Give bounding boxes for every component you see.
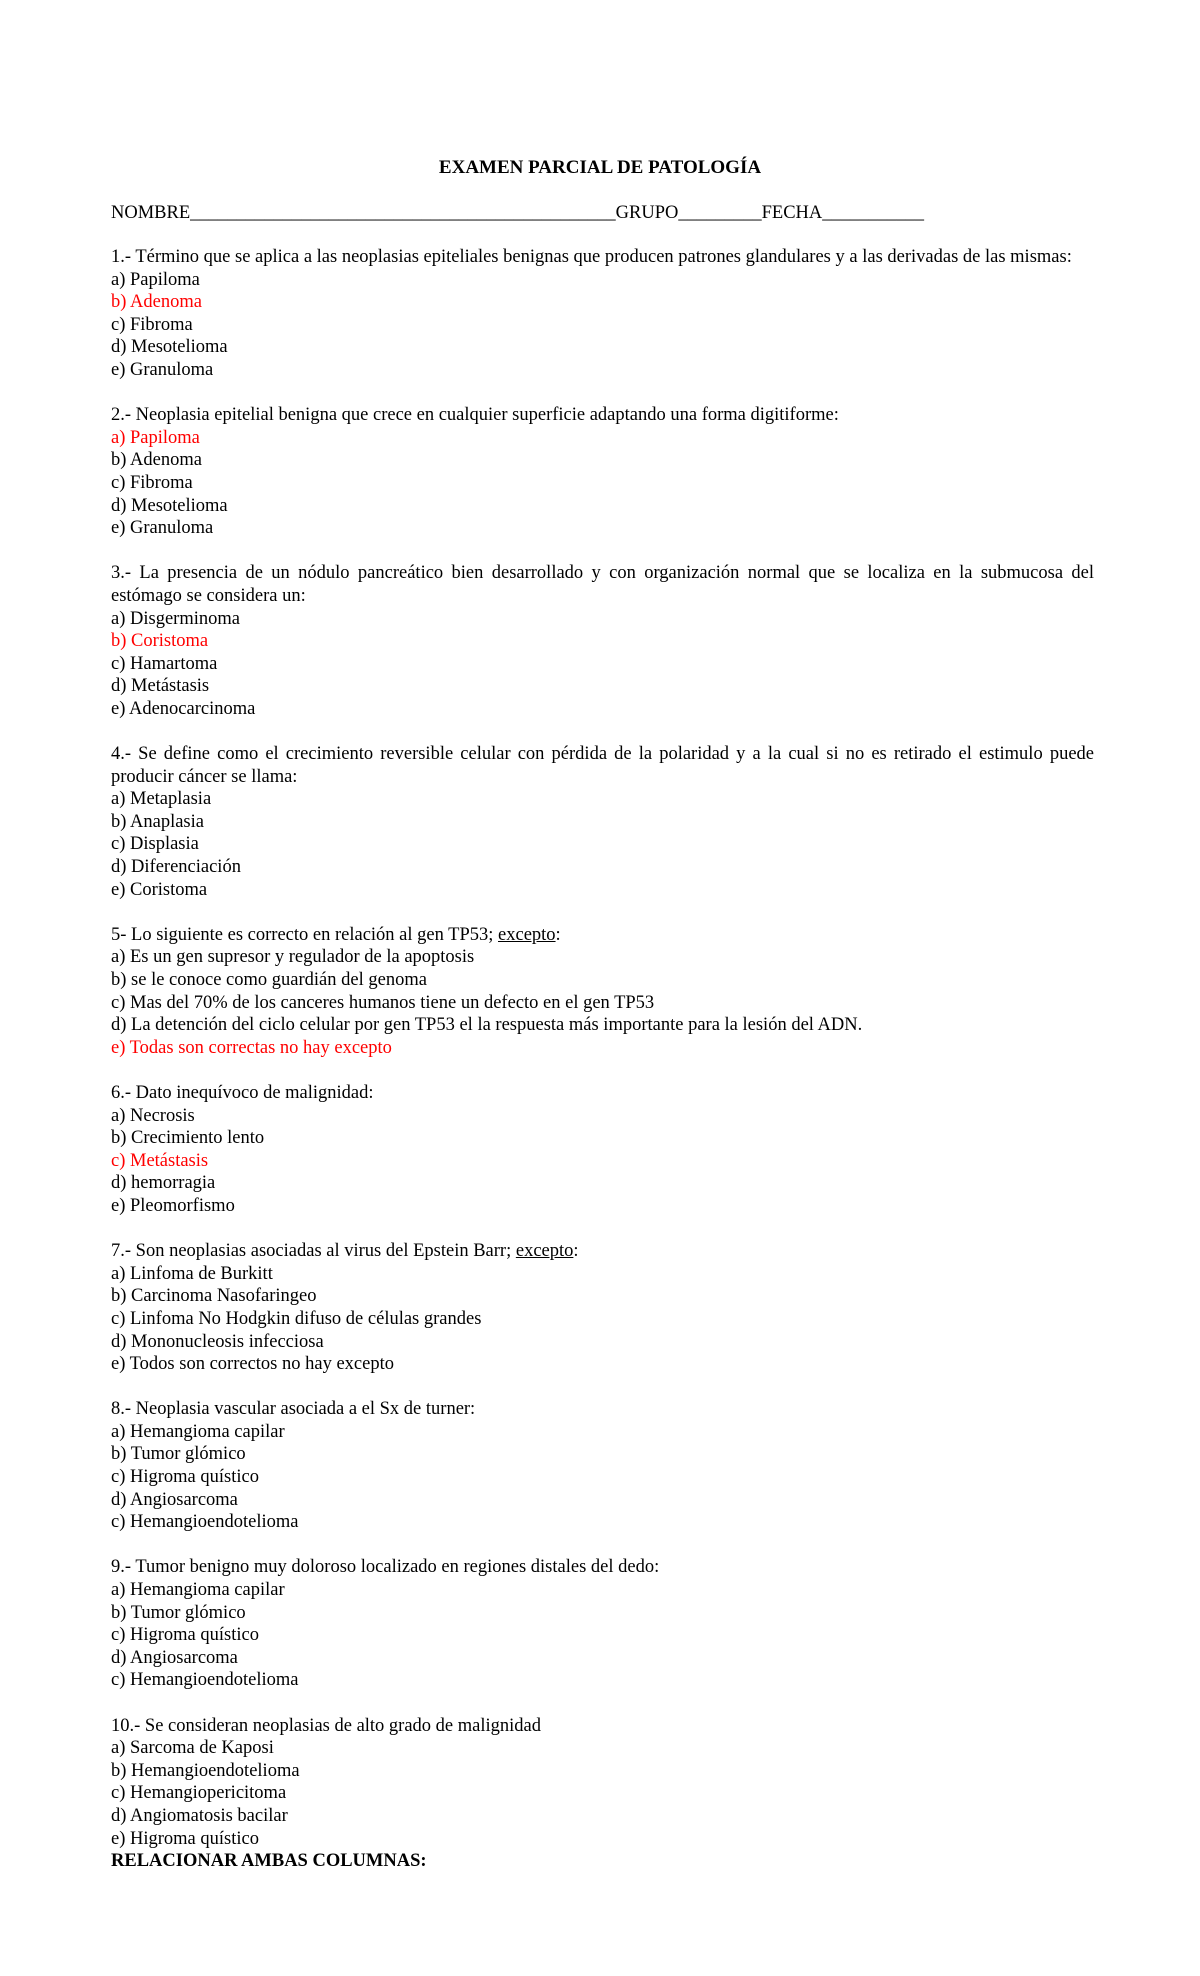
question-5: [111, 924, 1094, 1060]
question-text: 3.- La presencia de un nódulo pancreático bien desarrollado y con organización normal que se localiza en la submucosa del estómago se considera un:: [111, 563, 1094, 606]
question-1: [111, 246, 1094, 382]
answer-option: c) Hemangiopericitoma: [111, 1783, 287, 1804]
answer-option: c) Mas del 70% de los canceres humanos tiene un defecto en el gen TP53: [111, 992, 655, 1013]
answer-option: a) Metaplasia: [111, 789, 212, 810]
question-10: [111, 1715, 1094, 1851]
question-7: [111, 1240, 1094, 1376]
answer-option: e) Granuloma: [111, 518, 214, 539]
answer-option-correct: c) Metástasis: [111, 1150, 209, 1171]
answer-option: a) Linfoma de Burkitt: [111, 1263, 273, 1284]
question-text-suffix: :: [555, 924, 561, 945]
answer-option: b) Carcinoma Nasofaringeo: [111, 1286, 317, 1307]
question-text: 1.- Término que se aplica a las neoplasias epiteliales benignas que producen patrones glandulares y a las derivadas de las mismas:: [111, 247, 1072, 267]
answer-option: d) Angiosarcoma: [111, 1489, 238, 1510]
question-text: [111, 1240, 1094, 1263]
fecha-blank: ___________: [822, 203, 925, 223]
answer-option: b) Tumor glómico: [111, 1602, 246, 1623]
page-title: EXAMEN PARCIAL DE PATOLOGÍA: [438, 157, 762, 178]
answer-option: a) Es un gen supresor y regulador de la apoptosis: [111, 947, 475, 968]
answer-option: d) Mesotelioma: [111, 495, 228, 516]
answer-option: e) Granuloma: [111, 359, 214, 380]
answer-option: c) Fibroma: [111, 472, 193, 493]
question-8: [111, 1398, 1094, 1534]
answer-option: c) Hemangioendotelioma: [111, 1512, 299, 1533]
answer-option-correct: b) Adenoma: [111, 292, 202, 313]
answer-option: c) Linfoma No Hodgkin difuso de células grandes: [111, 1308, 482, 1329]
answer-option: d) hemorragia: [111, 1173, 216, 1194]
question-text: 10.- Se consideran neoplasias de alto grado de malignidad: [111, 1715, 541, 1736]
answer-option: d) Mesotelioma: [111, 337, 228, 358]
answer-option: a) Disgerminoma: [111, 608, 240, 629]
question-text: [111, 924, 1094, 947]
question-text: 6.- Dato inequívoco de malignidad:: [111, 1082, 374, 1103]
answer-option: d) Metástasis: [111, 676, 210, 697]
answer-option-correct: b) Coristoma: [111, 631, 209, 652]
question-6: [111, 1082, 1094, 1218]
answer-option: c) Fibroma: [111, 314, 193, 335]
answer-option: c) Hamartoma: [111, 653, 218, 674]
answer-option: b) Adenoma: [111, 450, 202, 471]
question-text: 9.- Tumor benigno muy doloroso localizado en regiones distales del dedo:: [111, 1557, 660, 1578]
answer-option: c) Higroma quístico: [111, 1625, 259, 1646]
answer-option: a) Hemangioma capilar: [111, 1580, 285, 1601]
answer-option-correct: a) Papiloma: [111, 427, 200, 448]
answer-option: e) Higroma quístico: [111, 1828, 259, 1849]
answer-option: c) Higroma quístico: [111, 1467, 259, 1488]
answer-option: e) Adenocarcinoma: [111, 698, 256, 719]
fecha-label: FECHA: [761, 203, 823, 223]
answer-option-correct: e) Todas son correctas no hay excepto: [111, 1037, 392, 1058]
answer-option: e) Todos son correctos no hay excepto: [111, 1354, 394, 1375]
question-text-prefix: 5- Lo siguiente es correcto en relación al gen TP53;: [111, 924, 499, 945]
answer-option: a) Papiloma: [111, 269, 200, 290]
grupo-label: GRUPO: [615, 203, 679, 223]
answer-option: b) Tumor glómico: [111, 1444, 246, 1465]
answer-option: a) Hemangioma capilar: [111, 1421, 285, 1442]
answer-option: d) Diferenciación: [111, 857, 241, 878]
answer-option: b) Anaplasia: [111, 811, 204, 832]
section-heading: RELACIONAR AMBAS COLUMNAS:: [111, 1851, 427, 1872]
answer-option: d) Mononucleosis infecciosa: [111, 1331, 324, 1352]
question-3: [111, 562, 1094, 720]
question-2: [111, 404, 1094, 540]
questions-list: [111, 246, 1094, 1873]
question-text-prefix: 7.- Son neoplasias asociadas al virus del Epstein Barr;: [111, 1241, 516, 1262]
answer-option: c) Displasia: [111, 834, 199, 855]
answer-option: b) Crecimiento lento: [111, 1128, 265, 1149]
nombre-label: NOMBRE: [111, 203, 191, 223]
question-text-suffix: :: [573, 1241, 579, 1262]
answer-option: b) Hemangioendotelioma: [111, 1760, 300, 1781]
grupo-blank: _________: [678, 203, 762, 223]
answer-option: d) Angiosarcoma: [111, 1647, 238, 1668]
student-info-line: [111, 201, 1101, 225]
answer-option: d) Angiomatosis bacilar: [111, 1805, 288, 1826]
answer-option: c) Hemangioendotelioma: [111, 1670, 299, 1691]
answer-option: a) Necrosis: [111, 1105, 195, 1126]
question-4: [111, 743, 1094, 901]
question-text: 2.- Neoplasia epitelial benigna que crece en cualquier superficie adaptando una forma digitiforme:: [111, 405, 839, 426]
question-text-underlined: excepto: [498, 924, 556, 945]
answer-option: b) se le conoce como guardián del genoma: [111, 970, 427, 990]
question-text: 8.- Neoplasia vascular asociada a el Sx de turner:: [111, 1399, 476, 1420]
question-9: [111, 1556, 1094, 1692]
question-text: 4.- Se define como el crecimiento reversible celular con pérdida de la polaridad y a la cual si no es retirado el estimulo puede producir cáncer se llama:: [111, 744, 1094, 787]
nombre-blank: ______________________________________________: [190, 203, 616, 223]
answer-option: e) Pleomorfismo: [111, 1195, 235, 1216]
answer-option: d) La detención del ciclo celular por gen TP53 el la respuesta más importante para la lesión del ADN.: [111, 1015, 863, 1036]
answer-option: e) Coristoma: [111, 879, 208, 900]
question-text-underlined: excepto: [515, 1241, 574, 1262]
answer-option: a) Sarcoma de Kaposi: [111, 1738, 274, 1759]
